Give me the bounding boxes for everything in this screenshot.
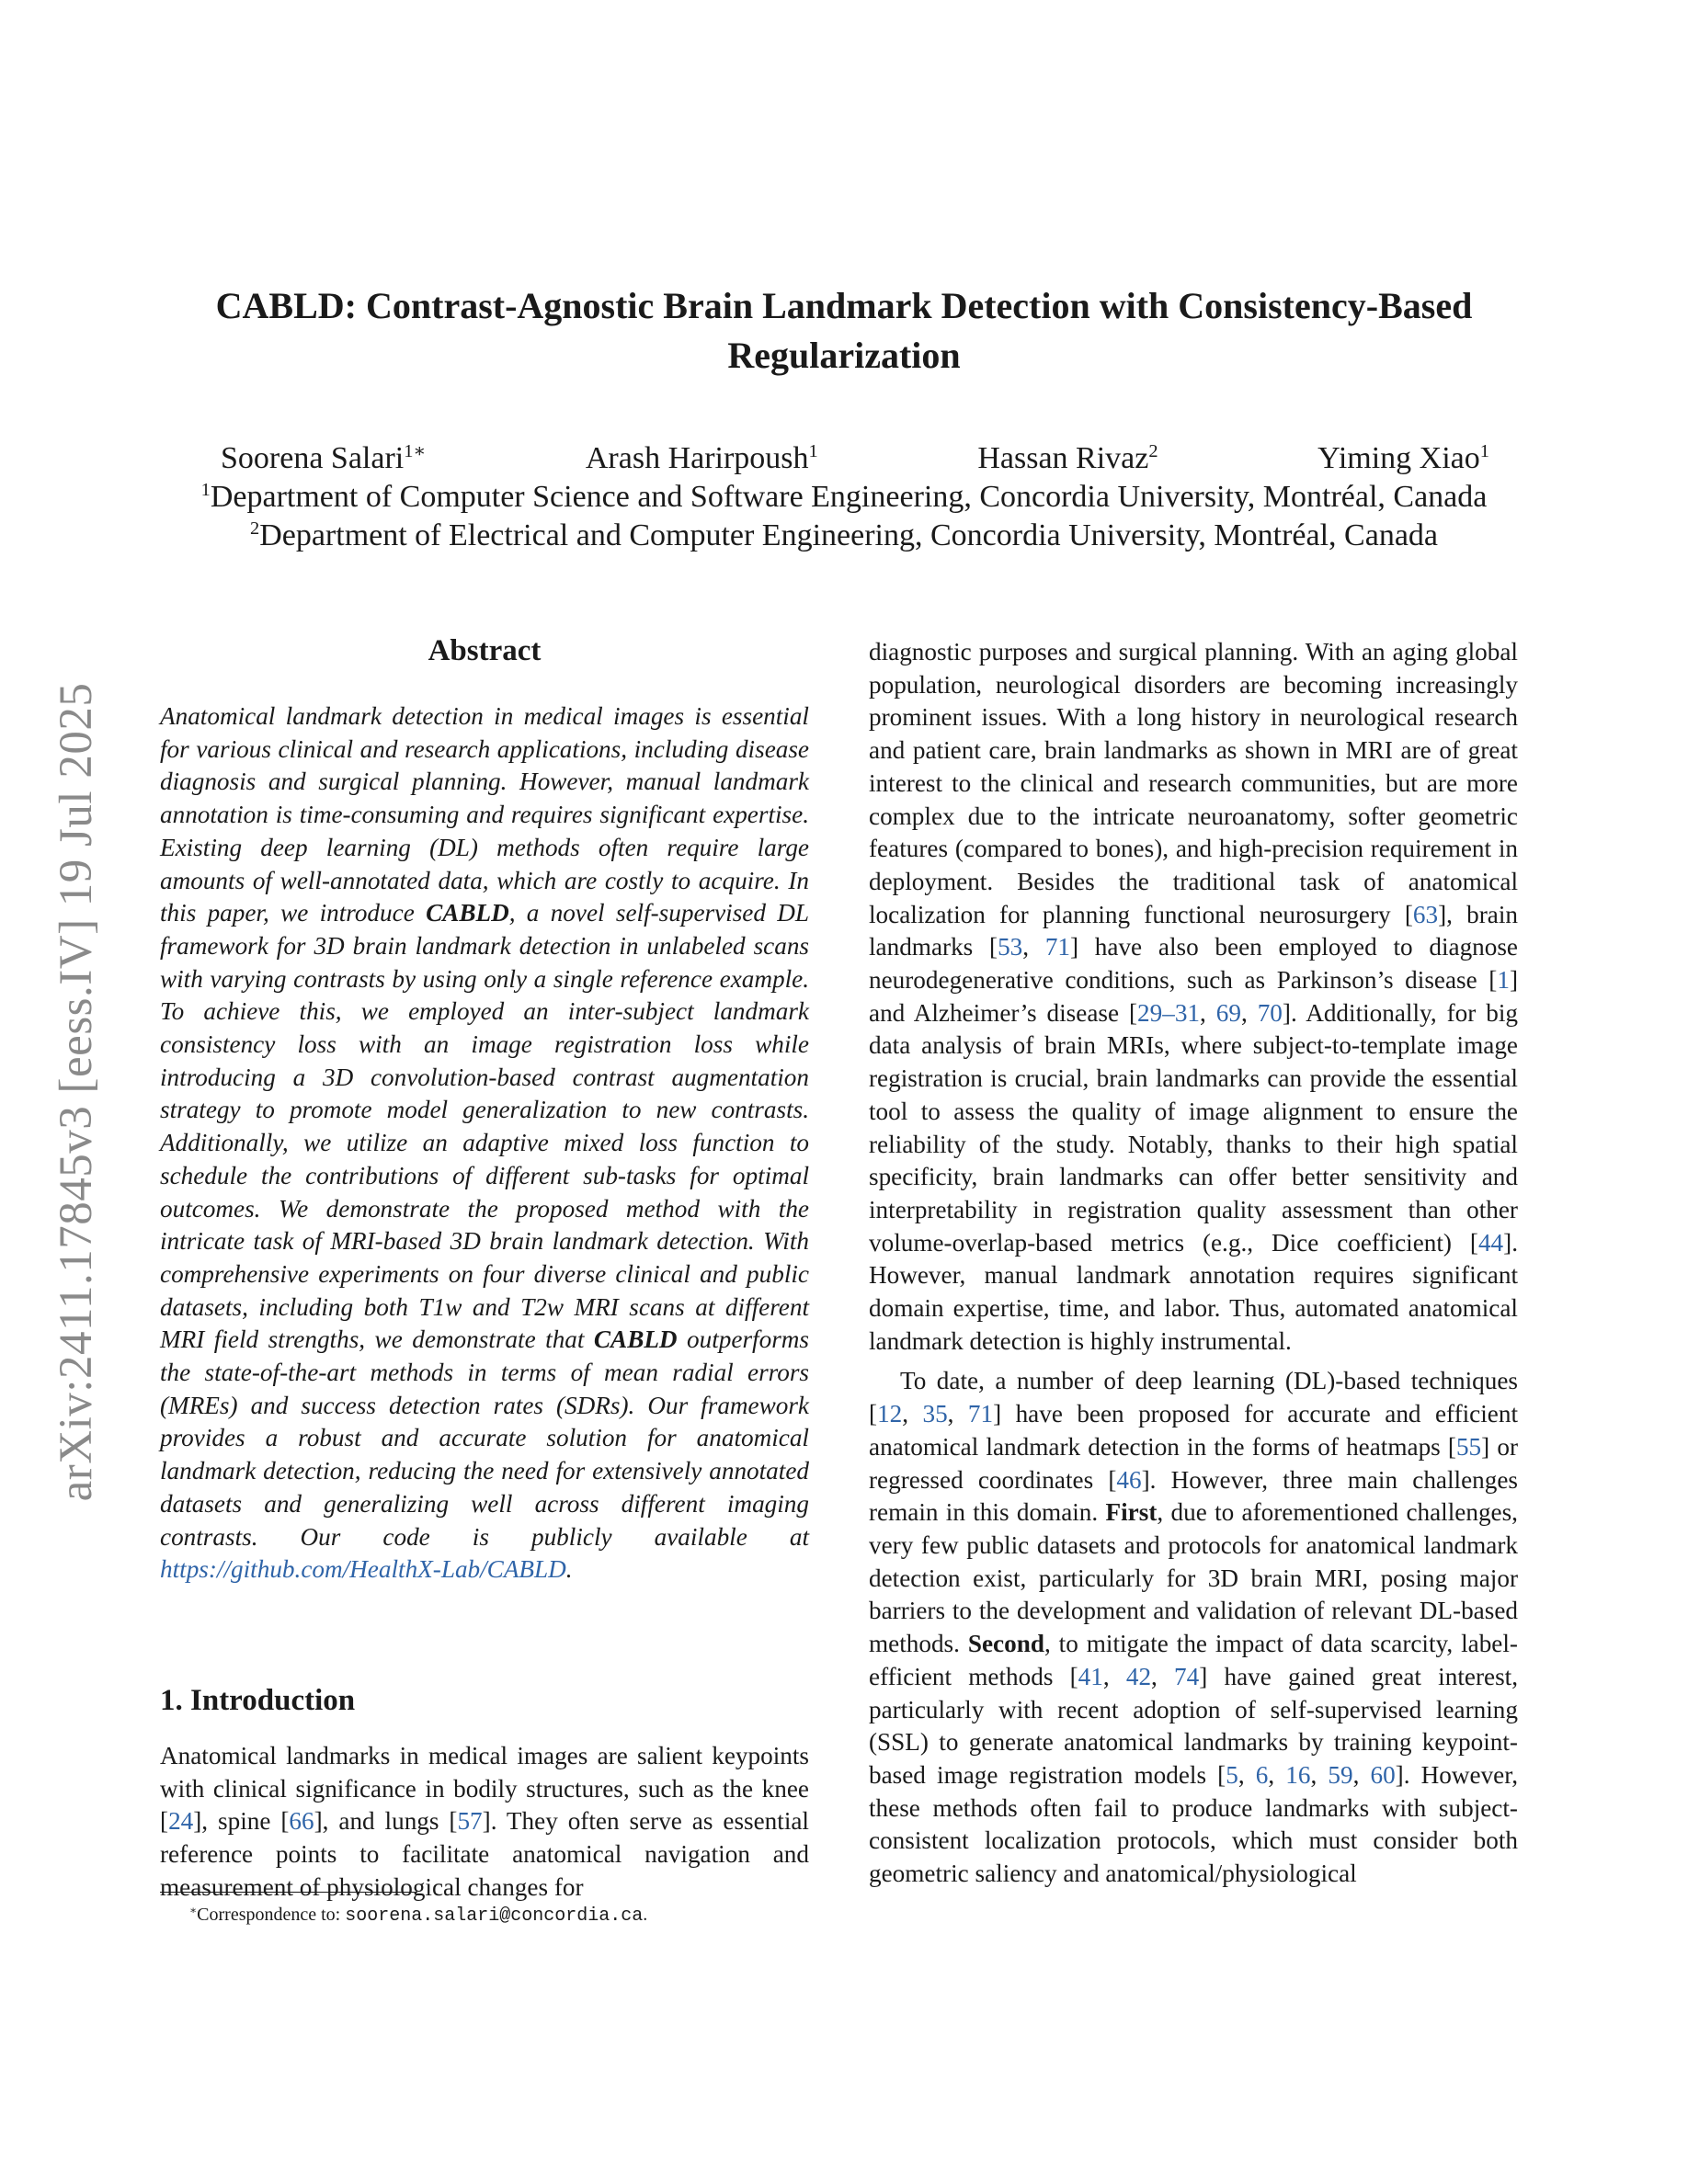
section-heading-introduction: 1. Introduction [160,1684,356,1717]
citation-link[interactable]: 24 [168,1807,194,1836]
citation-link[interactable]: 46 [1116,1465,1142,1494]
citation-link[interactable]: 41 [1078,1662,1103,1690]
method-name: CABLD [426,899,509,927]
body-paragraph: diagnostic purposes and surgical planning. With an aging global population, neurological disorders are becoming increasingly prominent issues. With a long history in neurological research and patient care, brain landmarks as shown in MRI are of great interest to the clinical and research communities, but are more complex due to the intricate neuroanatomy, softer geometric features (compared to bones), and high-precision requirement in deployment. Besides the traditional task of anatomical localization for planning functional neurosurgery [63], brain landmarks [53, 71] have also been employed to diagnose neurodegenerative conditions, such as Parkinson’s disease [1] and Alzheimer’s disease [29–31, 69, 70]. Additionally, for big data analysis of brain MRIs, where subject-to-template image registration is crucial, brain landmarks can provide the essential tool to assess the quality of image alignment to ensure the reliability of the study. Notably, thanks to their high spatial specificity, brain landmarks can offer better sensitivity and interpretability in registration quality assessment than other volume-overlap-based metrics (e.g., Dice coefficient) [44]. However, manual landmark annotation requires significant domain expertise, time, and labor. Thus, automated anatomical landmark detection is highly instrumental. [869,638,1519,1355]
correspondence-footnote: ∗Correspondence to: soorena.salari@concordia.ca. [189,1903,648,1927]
citation-link[interactable]: 71 [1044,933,1070,961]
author: Hassan Rivaz$^2$ [977,440,1158,475]
method-name: CABLD [593,1325,678,1354]
citation-link[interactable]: 71 [967,1400,994,1428]
citation-link[interactable]: 57 [457,1807,483,1836]
citation-link[interactable]: 29–31 [1137,998,1201,1027]
citation-link[interactable]: 5 [1226,1760,1238,1789]
citation-link[interactable]: 53 [998,933,1023,961]
citation-link[interactable]: 16 [1285,1760,1311,1789]
intro-paragraph: Anatomical landmarks in medical images are salient keypoints with clinical significance in bodily structures, such as the knee [24], spine [66], and lungs [57]. They often serve as essential reference points to facilitate anatomical navigation and measurement of physiological changes for [160,1742,809,1901]
affiliation-2: $^2$Department of Electrical and Computer Engineering, Concordia University, Montréal, Canada [249,518,1439,552]
footnote-divider [160,1892,417,1893]
citation-link[interactable]: 59 [1328,1760,1353,1789]
author: Arash Harirpoush$^1$ [585,440,818,475]
title-line-2: Regularization [727,335,961,376]
body-paragraph: To date, a number of deep learning (DL)-based techniques [12, 35, 71] have been proposed for accurate and efficient anatomical landmark detection in the forms of heatmaps [55] or regressed coordinates [46]. However, three main challenges remain in this domain. First, due to aforementioned challenges, very few public datasets and protocols for anatomical landmark detection exist, particularly for 3D brain MRI, posing major barriers to the development and validation of relevant DL-based methods. Second, to mitigate the impact of data scarcity, label-efficient methods [41, 42, 74] have gained great interest, particularly with recent adoption of self-supervised learning (SSL) to generate anatomical landmarks by training keypoint-based image registration models [5, 6, 16, 59, 60]. However, these methods often fail to produce landmarks with subject-consistent localization protocols, which must consider both geometric saliency and anatomical/physiological [869,1367,1519,1888]
citation-link[interactable]: 60 [1370,1760,1396,1789]
title-line-1: CABLD: Contrast-Agnostic Brain Landmark Detection with Consistency-Based [215,285,1473,326]
citation-link[interactable]: 35 [922,1400,948,1428]
emphasis-first: First [1105,1498,1158,1527]
citation-link[interactable]: 69 [1215,998,1241,1027]
citation-link[interactable]: 70 [1257,998,1283,1027]
emphasis-second: Second [967,1630,1044,1658]
citation-link[interactable]: 6 [1255,1760,1269,1789]
abstract-heading: Abstract [428,634,542,667]
author-list [221,439,1489,478]
citation-link[interactable]: 55 [1455,1432,1482,1461]
citation-link[interactable]: 42 [1125,1662,1152,1690]
author: Soorena Salari$^{1∗}$ [221,440,427,475]
citation-link[interactable]: 12 [877,1400,903,1428]
arxiv-identifier: arXiv:2411.17845v3 [eess.IV] 19 Jul 2025 [51,682,102,1502]
citation-link[interactable]: 44 [1477,1228,1504,1257]
affiliation-1: $^1$Department of Computer Science and Software Engineering, Concordia University, Montréal, Canada [200,479,1488,514]
email-address: soorena.salari@concordia.ca [345,1905,644,1927]
abstract-body: Anatomical landmark detection in medical images is essential for various clinical and research applications, including disease diagnosis and surgical planning. However, manual landmark annotation is time-consuming and requires significant expertise. Existing deep learning (DL) methods often require large amounts of well-annotated data, which are costly to acquire. In this paper, we introduce CABLD, a novel self-supervised DL framework for 3D brain landmark detection in unlabeled scans with varying contrasts by using only a single reference example. To achieve this, we employed an inter-subject landmark consistency loss with an image registration loss while introducing a 3D convolution-based contrast augmentation strategy to promote model generalization to new contrasts. Additionally, we utilize an adaptive mixed loss function to schedule the contributions of different sub-tasks for optimal outcomes. We demonstrate the proposed method with the intricate task of MRI-based 3D brain landmark detection. With comprehensive experiments on four diverse clinical and public datasets, including both T1w and T2w MRI scans at different MRI field strengths, we demonstrate that CABLD outperforms the state-of-the-art methods in terms of mean radial errors (MREs) and success detection rates (SDRs). Our framework provides a robust and accurate solution for anatomical landmark detection, reducing the need for extensively annotated datasets and generalizing well across different imaging contrasts. Our code is publicly available at https://github.com/HealthX-Lab/CABLD. [160,702,809,1584]
citation-link[interactable]: 1 [1497,966,1510,995]
author: Yiming Xiao$^1$ [1317,440,1489,475]
citation-link[interactable]: 74 [1174,1662,1200,1690]
citation-link[interactable]: 63 [1412,900,1439,928]
arxiv-sidebar [51,605,102,1579]
code-link[interactable]: https://github.com/HealthX-Lab/CABLD [160,1555,566,1584]
citation-link[interactable]: 66 [289,1807,314,1836]
right-column [869,636,1518,1891]
paper-title [147,281,1541,381]
